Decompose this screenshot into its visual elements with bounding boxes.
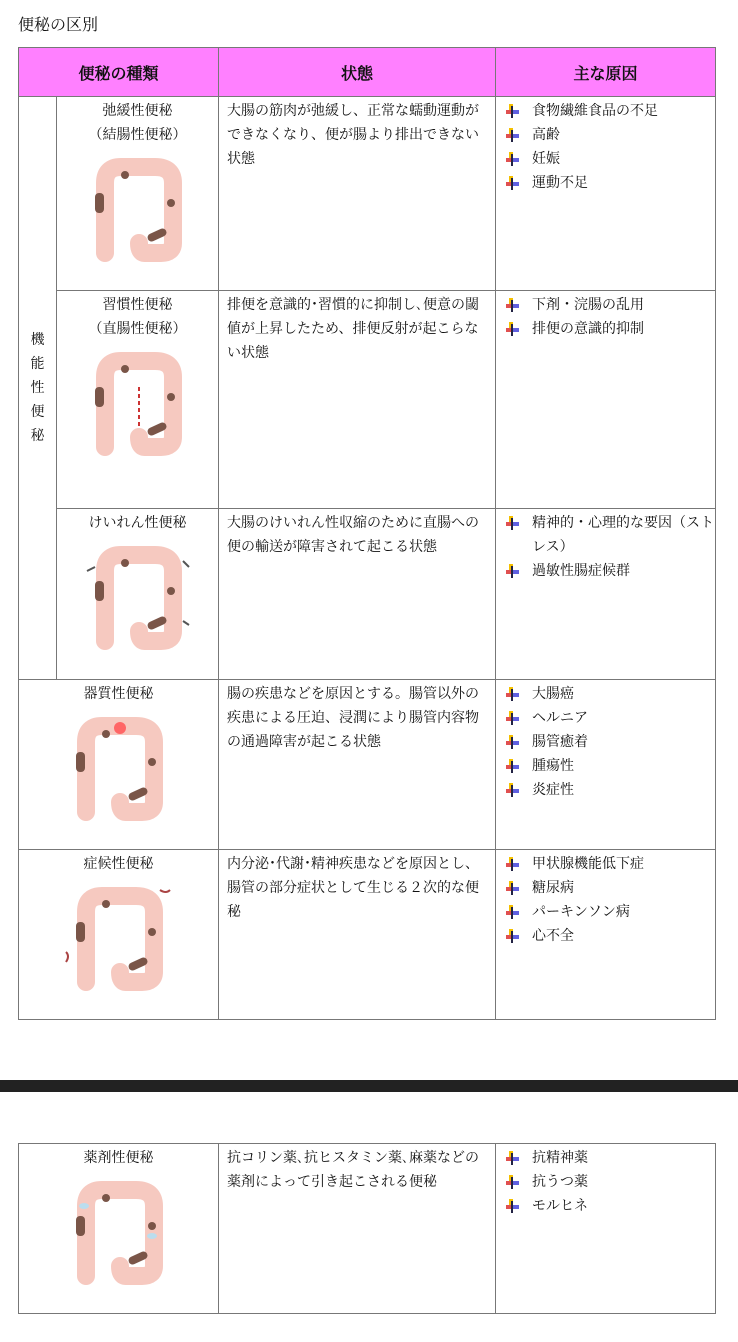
header-causes: 主な原因 <box>496 48 716 97</box>
header-type: 便秘の種類 <box>19 48 219 97</box>
bullet-icon <box>506 152 520 166</box>
table-row <box>19 1144 716 1314</box>
page-title: 便秘の区別 <box>18 15 99 34</box>
constipation-type: 器質性便秘 <box>19 680 219 850</box>
constipation-type: 症候性便秘 <box>19 850 219 1020</box>
table-row <box>19 850 716 1020</box>
causes-cell <box>496 291 716 509</box>
cause-item: 運動不足 <box>506 171 715 195</box>
cause-item: 精神的・心理的な要因（ストレス） <box>506 511 715 559</box>
section-divider <box>0 1080 738 1092</box>
cause-item: ヘルニア <box>506 706 715 730</box>
bullet-icon <box>506 735 520 749</box>
bullet-icon <box>506 322 520 336</box>
table-row <box>19 291 716 509</box>
colon-illustration <box>83 153 193 263</box>
cause-item: パーキンソン病 <box>506 900 715 924</box>
cause-item: 下剤・浣腸の乱用 <box>506 293 715 317</box>
cause-item: 過敏性腸症候群 <box>506 559 715 583</box>
colon-illustration <box>83 541 193 651</box>
bullet-icon <box>506 857 520 871</box>
state-description: 内分泌･代謝･精神疾患などを原因とし、腸管の部分症状として生じる２次的な便秘 <box>219 850 496 1020</box>
bullet-icon <box>506 298 520 312</box>
cause-item: 抗うつ薬 <box>506 1170 715 1194</box>
cause-item: 高齢 <box>506 123 715 147</box>
bullet-icon <box>506 1199 520 1213</box>
constipation-table-2 <box>18 1143 716 1314</box>
bullet-icon <box>506 929 520 943</box>
bullet-icon <box>506 711 520 725</box>
colon-illustration <box>64 882 174 992</box>
bullet-icon <box>506 783 520 797</box>
cause-item: 抗精神薬 <box>506 1146 715 1170</box>
constipation-type: 薬剤性便秘 <box>19 1144 219 1314</box>
cause-item: 食物繊維食品の不足 <box>506 99 715 123</box>
cause-item: 腸管癒着 <box>506 730 715 754</box>
state-description: 大腸の筋肉が弛緩し、正常な蠕動運動ができなくなり、便が腸より排出できない状態 <box>219 97 496 291</box>
colon-illustration <box>64 1176 174 1286</box>
header-row <box>19 48 716 97</box>
bullet-icon <box>506 759 520 773</box>
constipation-type: 弛緩性便秘 （結腸性便秘） <box>57 97 219 291</box>
table-row <box>19 680 716 850</box>
causes-cell <box>496 850 716 1020</box>
bullet-icon <box>506 687 520 701</box>
bullet-icon <box>506 176 520 190</box>
cause-item: 炎症性 <box>506 778 715 802</box>
group-label-functional: 機 能 性 便 秘 <box>19 97 57 680</box>
cause-item: 糖尿病 <box>506 876 715 900</box>
causes-cell <box>496 97 716 291</box>
bullet-icon <box>506 1175 520 1189</box>
bullet-icon <box>506 104 520 118</box>
causes-cell <box>496 509 716 680</box>
colon-illustration <box>64 712 174 822</box>
table-row <box>19 509 716 680</box>
bullet-icon <box>506 564 520 578</box>
colon-illustration <box>83 347 193 457</box>
cause-item: 腫瘍性 <box>506 754 715 778</box>
bullet-icon <box>506 1151 520 1165</box>
causes-cell <box>496 1144 716 1314</box>
cause-item: 排便の意識的抑制 <box>506 317 715 341</box>
state-description: 大腸のけいれん性収縮のために直腸への便の輸送が障害されて起こる状態 <box>219 509 496 680</box>
header-state: 状態 <box>219 48 496 97</box>
state-description: 腸の疾患などを原因とする。腸管以外の疾患による圧迫、浸潤により腸管内容物の通過障害が起こる状態 <box>219 680 496 850</box>
bullet-icon <box>506 881 520 895</box>
constipation-type: 習慣性便秘 （直腸性便秘） <box>57 291 219 509</box>
state-description: 抗コリン薬､抗ヒスタミン薬､麻薬などの薬剤によって引き起こされる便秘 <box>219 1144 496 1314</box>
constipation-table <box>18 47 716 1020</box>
bullet-icon <box>506 516 520 530</box>
cause-item: 心不全 <box>506 924 715 948</box>
bullet-icon <box>506 128 520 142</box>
cause-item: 甲状腺機能低下症 <box>506 852 715 876</box>
causes-cell <box>496 680 716 850</box>
cause-item: 妊娠 <box>506 147 715 171</box>
cause-item: 大腸癌 <box>506 682 715 706</box>
constipation-type: けいれん性便秘 <box>57 509 219 680</box>
state-description: 排便を意識的･習慣的に抑制し､便意の閾値が上昇したため、排便反射が起こらない状態 <box>219 291 496 509</box>
bullet-icon <box>506 905 520 919</box>
cause-item: モルヒネ <box>506 1194 715 1218</box>
table-row <box>19 97 716 291</box>
